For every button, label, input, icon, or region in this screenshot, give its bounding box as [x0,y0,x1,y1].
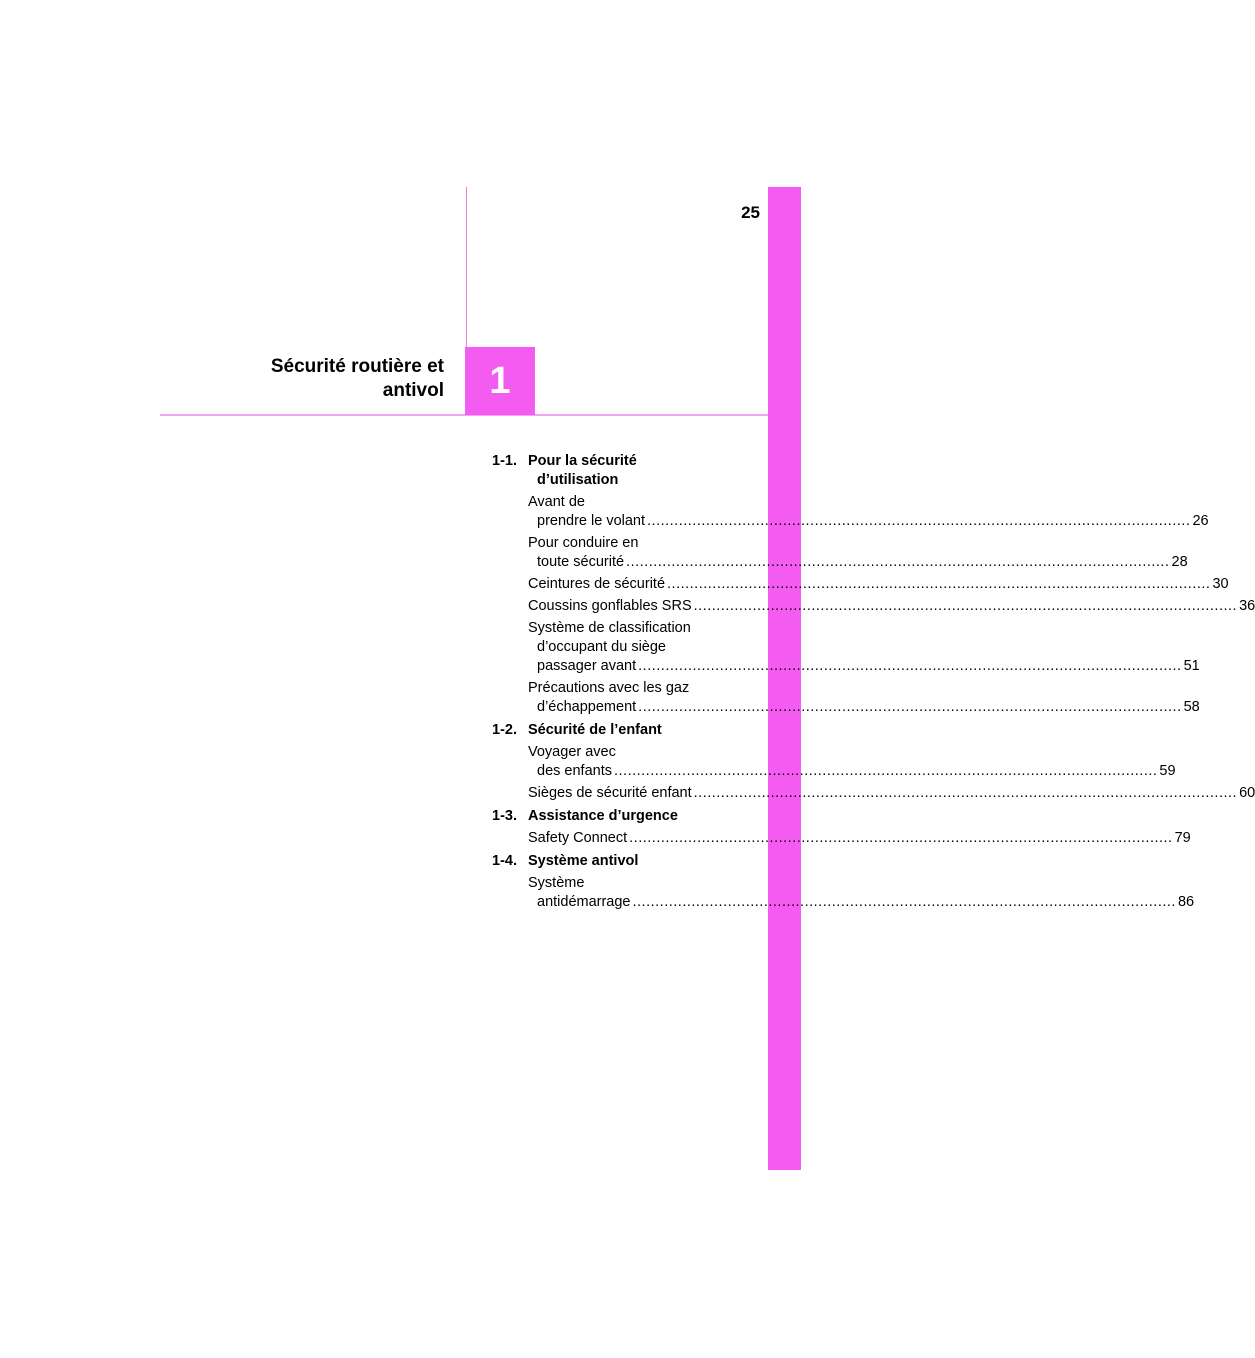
toc-dot-leader: ........................................................................................................................ [638,699,1182,715]
toc-entry-label: d’échappement [537,699,637,715]
toc-entry-label: des enfants [537,763,612,779]
toc-entry[interactable] [528,534,1188,572]
toc-entry-final-line [528,597,1255,616]
toc-section-heading[interactable] [492,852,742,871]
toc-entry-final-line [528,512,1209,531]
toc-section [492,807,1191,848]
toc-section-heading[interactable] [492,807,742,826]
toc-entry-final-line [528,698,1200,717]
toc-entry-line: Avant de [528,494,585,510]
toc-entry-label: toute sécurité [537,554,625,570]
toc-entry-final-line [528,553,1188,572]
toc-entry-label: Sièges de sécurité enfant [528,785,692,801]
toc-section-title [528,452,742,490]
toc-entry-label: Safety Connect [528,830,628,846]
toc-entry-label: Ceintures de sécurité [528,576,666,592]
toc-entry-label: passager avant [537,658,637,674]
toc-entry-line: Pour conduire en [528,535,639,551]
toc-section-title-line: Sécurité de l’enfant [528,722,662,738]
vertical-rule [466,187,467,347]
toc-page-number: 59 [1159,763,1176,779]
toc-page-number: 58 [1183,699,1200,715]
toc-dot-leader: ........................................................................................................................ [647,513,1191,529]
toc-section-title-line: Système antivol [528,853,639,869]
toc-entry-final-line [528,657,1200,676]
chapter-title [200,355,444,403]
toc-page-number: 30 [1212,576,1229,592]
toc-page-number: 26 [1192,513,1209,529]
toc-dot-leader: ........................................................................................................................ [632,894,1176,910]
toc-entry-label: antidémarrage [537,894,631,910]
chapter-number: 1 [489,359,511,402]
toc-entry[interactable] [528,619,1200,676]
toc-section-number: 1-3. [492,808,517,824]
page-number: 25 [741,203,760,222]
toc-section-number: 1-4. [492,853,517,869]
toc-dot-leader: ........................................................................................................................ [629,830,1173,846]
toc-dot-leader: ........................................................................................................................ [693,598,1238,614]
table-of-contents [492,448,1255,915]
toc-section-heading[interactable] [492,721,742,740]
toc-entry-label: Coussins gonflables SRS [528,598,692,614]
toc-section-title-line: Assistance d’urgence [528,808,678,824]
toc-section-title-line: d’utilisation [537,472,619,488]
toc-section-title-line: Pour la sécurité [528,453,637,469]
toc-entry-final-line [528,829,1191,848]
toc-dot-leader: ........................................................................................................................ [693,785,1238,801]
chapter-title-line1: Sécurité routière et [270,356,444,377]
toc-entry-line: d’occupant du siège [537,639,666,655]
toc-entry-line: Système de classification [528,620,691,636]
toc-entry[interactable] [528,575,1229,594]
toc-section [492,452,1255,717]
toc-entry[interactable] [528,874,1195,912]
toc-page-number: 86 [1177,894,1195,910]
toc-dot-leader: ........................................................................................................................ [613,763,1158,779]
toc-page-number: 36 [1239,598,1255,614]
toc-entry[interactable] [528,784,1255,803]
horizontal-rule [160,414,768,416]
toc-section-number: 1-1. [492,453,517,469]
toc-section-heading[interactable] [492,452,742,490]
toc-dot-leader: ........................................................................................................................ [638,658,1182,674]
chapter-number-box [465,347,535,415]
toc-entry[interactable] [528,743,1176,781]
toc-entry[interactable] [528,493,1209,531]
toc-entry-final-line [528,784,1255,803]
toc-entry-line: Système [528,875,585,891]
toc-entry-label: prendre le volant [537,513,646,529]
toc-page-number: 60 [1239,785,1255,801]
toc-entry-final-line [528,762,1176,781]
toc-entry[interactable] [528,597,1255,616]
toc-entry[interactable] [528,829,1191,848]
toc-section [492,852,1195,912]
toc-page-number: 28 [1171,554,1188,570]
toc-entry-final-line [528,893,1195,912]
toc-section [492,721,1255,803]
chapter-title-line2: antivol [382,380,444,401]
chapter-side-tab [768,187,801,1170]
toc-entry-line: Précautions avec les gaz [528,680,690,696]
toc-section-title [528,807,742,826]
toc-section-title [528,721,742,740]
toc-entry-final-line [528,575,1229,594]
toc-entry[interactable] [528,679,1200,717]
toc-section-number: 1-2. [492,722,517,738]
toc-section-title [528,852,742,871]
toc-page-number: 79 [1174,830,1191,846]
toc-page-number: 51 [1183,658,1200,674]
toc-dot-leader: ........................................................................................................................ [667,576,1211,592]
toc-entry-line: Voyager avec [528,744,616,760]
toc-dot-leader: ........................................................................................................................ [626,554,1170,570]
